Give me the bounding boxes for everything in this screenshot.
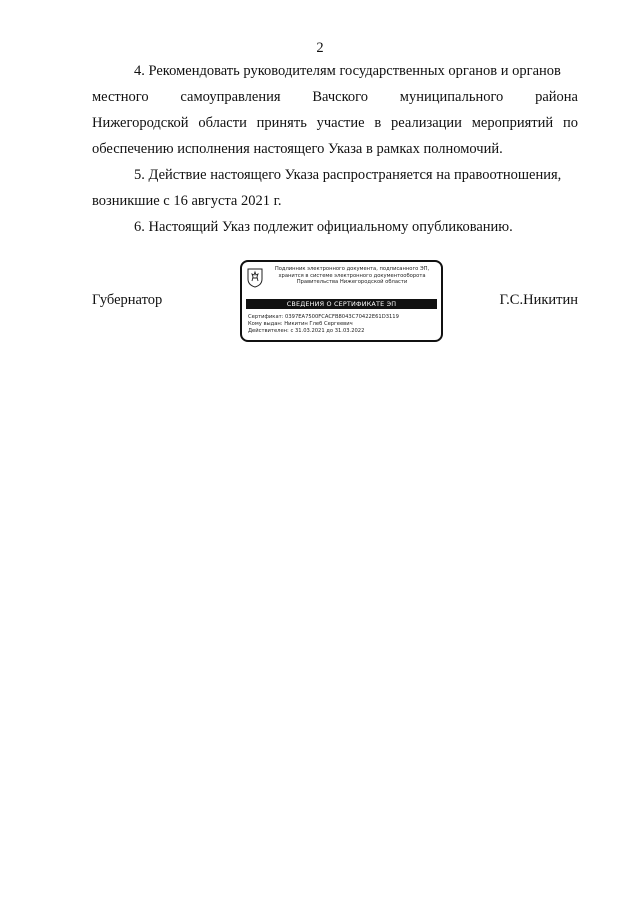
stamp-header <box>266 266 438 286</box>
issued-to-row <box>248 321 438 328</box>
paragraph-4-line-1: 4. Рекомендовать руководителям государственных органов и органов <box>134 63 561 79</box>
validity-label: Действителен: <box>248 327 289 334</box>
validity-value: с 31.03.2021 до 31.03.2022 <box>290 327 365 334</box>
certificate-details <box>248 314 438 334</box>
signatory-name: Г.С.Никитин <box>499 292 578 308</box>
paragraph-4-line-4: обеспечению исполнения настоящего Указа в рамках полномочий. <box>92 141 503 157</box>
paragraph-6 <box>92 214 578 240</box>
issued-to-label: Кому выдан: <box>248 320 283 327</box>
validity-row <box>248 328 438 335</box>
stamp-header-line-1: Подлинник электронного документа, подписанного ЭП, <box>274 266 430 272</box>
signatory-title: Губернатор <box>92 292 163 308</box>
certificate-value: 0397EA7500FCACFB8043C70422E61D3119 <box>285 314 399 320</box>
stamp-header-line-2: хранится в системе электронного документооборота <box>278 272 426 279</box>
paragraph-5 <box>92 162 578 214</box>
paragraph-5-line-1: 5. Действие настоящего Указа распространяется на правоотношения, <box>134 167 562 183</box>
paragraph-6-line-1: 6. Настоящий Указ подлежит официальному опубликованию. <box>134 219 513 235</box>
certificate-info-bar: СВЕДЕНИЯ О СЕРТИФИКАТЕ ЭП <box>246 299 437 309</box>
paragraph-4-line-3: Нижегородской области принять участие в реализации мероприятий по <box>92 115 578 131</box>
nizhny-novgorod-deer-emblem-icon <box>247 268 263 288</box>
paragraph-4-line-2: местного самоуправления Вачского муниципального района <box>92 89 578 105</box>
page-number: 2 <box>316 40 324 56</box>
electronic-signature-stamp <box>240 260 443 342</box>
stamp-header-line-3: Правительства Нижегородской области <box>296 279 408 286</box>
paragraph-5-line-2: возникшие с 16 августа 2021 г. <box>92 193 282 209</box>
issued-to-value: Никитин Глеб Сергеевич <box>284 320 353 327</box>
paragraph-4 <box>92 58 578 162</box>
certificate-row <box>248 314 438 321</box>
certificate-label: Сертификат: <box>248 314 284 320</box>
